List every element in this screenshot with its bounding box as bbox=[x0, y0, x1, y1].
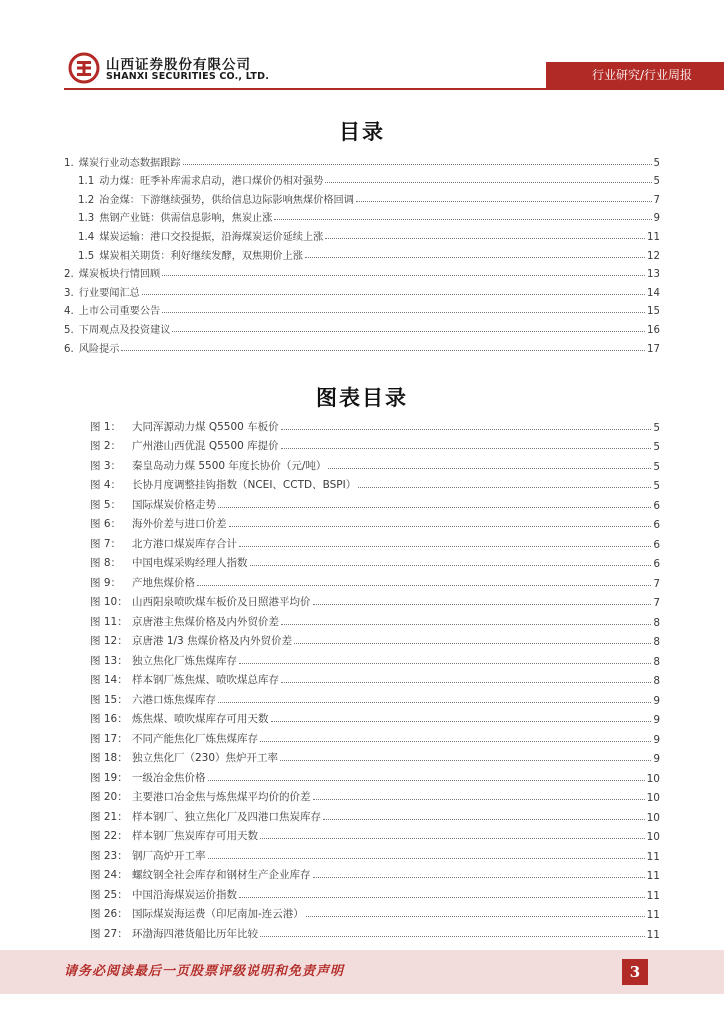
figure-entry-label: 图 4： bbox=[90, 479, 122, 491]
figure-list bbox=[90, 414, 660, 941]
figure-entry-text: 中国沿海煤炭运价指数 bbox=[132, 888, 237, 901]
figure-entry-label: 图 12： bbox=[90, 635, 128, 647]
figure-entry[interactable] bbox=[90, 609, 660, 629]
figure-entry[interactable] bbox=[90, 726, 660, 746]
figure-entry-page: 7 bbox=[653, 577, 660, 590]
figure-entry-text: 螺纹钢全社会库存和钢材生产企业库存 bbox=[132, 869, 311, 881]
toc-entry-page: 16 bbox=[647, 324, 660, 336]
figure-entry-label: 图 9： bbox=[90, 576, 122, 589]
figure-entry-text: 样本钢厂炼焦煤、喷吹煤总库存 bbox=[132, 674, 279, 686]
figure-entry-label: 图 15： bbox=[90, 693, 128, 706]
toc-entry-page: 15 bbox=[647, 306, 660, 318]
dot-leader bbox=[229, 526, 652, 527]
toc-entry-label bbox=[64, 302, 160, 317]
figure-entry-label: 图 14： bbox=[90, 674, 128, 686]
toc-entry-label bbox=[64, 265, 160, 280]
toc-entry-text: 焦钢产业链：供需信息影响，焦炭止涨 bbox=[99, 213, 273, 225]
toc-entry-number: 1.3 bbox=[78, 213, 95, 225]
figure-entry[interactable] bbox=[90, 434, 660, 454]
figure-entry[interactable] bbox=[90, 765, 660, 785]
toc-entry[interactable] bbox=[64, 187, 660, 206]
figure-entry-label: 图 16： bbox=[90, 713, 128, 725]
toc-entry-text: 风险提示 bbox=[78, 343, 120, 355]
toc-entry-label bbox=[64, 284, 140, 299]
figure-entry-text: 产地焦煤价格 bbox=[132, 576, 195, 589]
toc-entry-text: 煤炭板块行情回顾 bbox=[78, 269, 161, 281]
figure-entry-label: 图 23： bbox=[90, 849, 128, 862]
dot-leader bbox=[313, 799, 645, 800]
header-divider bbox=[64, 88, 724, 90]
figure-entry-page: 11 bbox=[646, 889, 660, 902]
toc-entry-page: 14 bbox=[647, 287, 660, 299]
figure-entry-page: 9 bbox=[653, 733, 660, 746]
figure-entry-text: 样本钢厂焦炭库存可用天数 bbox=[132, 830, 258, 842]
toc-entry[interactable] bbox=[64, 262, 660, 281]
figure-entry[interactable] bbox=[90, 824, 660, 844]
figure-entry[interactable] bbox=[90, 687, 660, 707]
figure-entry[interactable] bbox=[90, 551, 660, 571]
figure-entry-text: 长协月度调整挂钩指数（NCEI、CCTD、BSPI） bbox=[132, 479, 357, 491]
dot-leader bbox=[281, 448, 652, 449]
figure-entry-page: 8 bbox=[653, 616, 660, 629]
dot-leader bbox=[306, 916, 645, 917]
dot-leader bbox=[239, 546, 651, 547]
toc-entry-text: 动力煤：旺季补库需求启动，港口煤价仍相对强势 bbox=[99, 176, 324, 188]
figure-entry-text: 独立焦化厂炼焦煤库存 bbox=[132, 654, 237, 667]
figure-entry-page: 10 bbox=[646, 831, 660, 843]
dot-leader bbox=[208, 858, 645, 859]
page-header bbox=[0, 0, 724, 96]
figure-entry-text: 山西阳泉喷吹煤车板价及日照港平均价 bbox=[132, 596, 311, 608]
toc-title: 目录 bbox=[339, 120, 385, 144]
figure-entry-page: 5 bbox=[653, 460, 660, 473]
figure-entry-text: 炼焦煤、喷吹煤库存可用天数 bbox=[132, 713, 269, 725]
toc-entry-page: 5 bbox=[653, 157, 660, 169]
figure-list-title: 图表目录 bbox=[316, 386, 408, 410]
figure-entry-page: 10 bbox=[646, 772, 660, 785]
toc-entry-label bbox=[78, 191, 354, 206]
figure-entry[interactable] bbox=[90, 473, 660, 493]
toc-entry-page: 9 bbox=[653, 213, 660, 225]
figure-entry-page: 5 bbox=[653, 480, 660, 492]
figure-entry[interactable] bbox=[90, 590, 660, 610]
figure-entry-page: 5 bbox=[653, 421, 660, 434]
toc-entry-page: 12 bbox=[647, 250, 660, 262]
toc-entry-number: 1.4 bbox=[78, 231, 95, 243]
toc-entry[interactable] bbox=[64, 243, 660, 262]
toc-entry-text: 煤炭运输：港口交投提振，沿海煤炭运价延续上涨 bbox=[99, 231, 324, 243]
figure-entry[interactable] bbox=[90, 921, 660, 941]
dot-leader bbox=[358, 487, 651, 488]
figure-entry-label: 图 13： bbox=[90, 654, 128, 667]
page-number: 3 bbox=[622, 959, 648, 985]
dot-leader bbox=[172, 331, 645, 332]
figure-entry-text: 秦皇岛动力煤 5500 年度长协价（元/吨） bbox=[132, 459, 327, 472]
figure-entry-text: 京唐港 1/3 焦煤价格及内外贸价差 bbox=[132, 635, 293, 647]
figure-entry-page: 7 bbox=[653, 597, 660, 609]
dot-leader bbox=[313, 877, 645, 878]
figure-entry-text: 样本钢厂、独立焦化厂及四港口焦炭库存 bbox=[132, 810, 321, 823]
figure-entry-label: 图 6： bbox=[90, 518, 122, 530]
figure-entry-text: 六港口炼焦煤库存 bbox=[132, 693, 216, 706]
figure-entry-label: 图 27： bbox=[90, 927, 128, 940]
figure-entry[interactable] bbox=[90, 453, 660, 473]
figure-entry[interactable] bbox=[90, 648, 660, 668]
figure-entry-page: 8 bbox=[653, 636, 660, 648]
figure-entry-page: 6 bbox=[653, 538, 660, 551]
toc-entry-label bbox=[78, 228, 323, 243]
figure-entry-text: 环渤海四港货船比历年比较 bbox=[132, 927, 258, 940]
dot-leader bbox=[121, 350, 645, 351]
toc-entry-number: 3. bbox=[64, 287, 74, 299]
figure-entry-label: 图 11： bbox=[90, 615, 128, 628]
dot-leader bbox=[281, 429, 652, 430]
figure-entry-label: 图 24： bbox=[90, 869, 128, 881]
dot-leader bbox=[260, 741, 651, 742]
toc-entry-text: 上市公司重要公告 bbox=[78, 306, 161, 318]
dot-leader bbox=[294, 643, 651, 644]
dot-leader bbox=[281, 624, 651, 625]
figure-entry-label: 图 19： bbox=[90, 771, 128, 784]
figure-entry-text: 京唐港主焦煤价格及内外贸价差 bbox=[132, 615, 279, 628]
figure-entry-label: 图 10： bbox=[90, 596, 128, 608]
figure-entry-page: 11 bbox=[646, 909, 660, 921]
dot-leader bbox=[271, 721, 652, 722]
toc-entry[interactable] bbox=[64, 224, 660, 243]
figure-entry-text: 广州港山西优混 Q5500 库提价 bbox=[132, 440, 279, 452]
figure-entry-page: 6 bbox=[653, 558, 660, 570]
figure-entry-text: 独立焦化厂（230）焦炉开工率 bbox=[132, 752, 279, 764]
dot-leader bbox=[162, 312, 645, 313]
figure-entry-label: 图 17： bbox=[90, 732, 128, 745]
figure-entry-page: 6 bbox=[653, 519, 660, 531]
toc-entry-label bbox=[78, 209, 272, 224]
figure-entry-page: 8 bbox=[653, 655, 660, 668]
toc-entry-number: 5. bbox=[64, 324, 74, 336]
toc-entry-number: 1. bbox=[64, 157, 74, 169]
figure-entry-text: 海外价差与进口价差 bbox=[132, 518, 227, 530]
company-logo-icon bbox=[68, 52, 100, 84]
figure-entry-text: 大同浑源动力煤 Q5500 车板价 bbox=[132, 420, 279, 433]
dot-leader bbox=[260, 838, 645, 839]
dot-leader bbox=[162, 275, 645, 276]
toc-entry-label bbox=[64, 340, 119, 355]
figure-entry-page: 9 bbox=[653, 714, 660, 726]
figure-entry-page: 6 bbox=[653, 499, 660, 512]
dot-leader bbox=[197, 585, 651, 586]
figure-entry[interactable] bbox=[90, 902, 660, 922]
toc-entry-page: 7 bbox=[653, 194, 660, 206]
toc-entry[interactable] bbox=[64, 206, 660, 225]
figure-entry-label: 图 5： bbox=[90, 498, 122, 511]
dot-leader bbox=[218, 702, 651, 703]
figure-entry[interactable] bbox=[90, 492, 660, 512]
disclaimer-notice: 请务必阅读最后一页股票评级说明和免责声明 bbox=[64, 964, 345, 979]
toc-entry-page: 13 bbox=[647, 269, 660, 281]
toc-entry[interactable] bbox=[64, 280, 660, 299]
toc-entry[interactable] bbox=[64, 336, 660, 355]
figure-entry[interactable] bbox=[90, 843, 660, 863]
toc-entry-number: 1.2 bbox=[78, 194, 95, 206]
figure-entry[interactable] bbox=[90, 531, 660, 551]
dot-leader bbox=[325, 182, 651, 183]
dot-leader bbox=[313, 604, 652, 605]
figure-entry-label: 图 7： bbox=[90, 537, 122, 550]
dot-leader bbox=[281, 682, 651, 683]
toc-entry-text: 行业要闻汇总 bbox=[78, 287, 140, 299]
dot-leader bbox=[250, 565, 652, 566]
dot-leader bbox=[274, 219, 651, 220]
dot-leader bbox=[218, 507, 651, 508]
figure-entry-page: 11 bbox=[646, 928, 660, 941]
figure-entry[interactable] bbox=[90, 414, 660, 434]
figure-entry-label: 图 22： bbox=[90, 830, 128, 842]
dot-leader bbox=[328, 468, 651, 469]
figure-entry-text: 国际煤炭海运费（印尼南加-连云港） bbox=[132, 908, 304, 920]
figure-entry-page: 9 bbox=[653, 753, 660, 765]
figure-entry-label: 图 20： bbox=[90, 791, 128, 803]
dot-leader bbox=[183, 164, 652, 165]
toc-entry[interactable] bbox=[64, 169, 660, 188]
toc-entry-label bbox=[78, 172, 323, 187]
toc-entry[interactable] bbox=[64, 299, 660, 318]
header-category-band bbox=[546, 62, 724, 88]
footer bbox=[0, 950, 724, 994]
toc-entry-text: 下周观点及投资建议 bbox=[78, 324, 171, 336]
figure-entry-page: 5 bbox=[653, 441, 660, 453]
figure-entry-label: 图 3： bbox=[90, 459, 122, 472]
toc-entry-label bbox=[64, 321, 170, 336]
figure-entry-page: 11 bbox=[646, 850, 660, 863]
figure-entry[interactable] bbox=[90, 707, 660, 727]
figure-entry[interactable] bbox=[90, 746, 660, 766]
toc-entry-number: 1.5 bbox=[78, 250, 95, 262]
dot-leader bbox=[325, 238, 645, 239]
figure-entry[interactable] bbox=[90, 804, 660, 824]
figure-entry-label: 图 2： bbox=[90, 440, 122, 452]
toc-entry-label bbox=[64, 154, 181, 169]
toc-entry-number: 6. bbox=[64, 343, 74, 355]
dot-leader bbox=[356, 201, 652, 202]
toc-entry-label bbox=[78, 247, 303, 262]
toc-entry[interactable] bbox=[64, 150, 660, 169]
dot-leader bbox=[323, 819, 645, 820]
figure-entry-label: 图 26： bbox=[90, 908, 128, 920]
toc-entry-page: 5 bbox=[653, 176, 660, 188]
figure-entry[interactable] bbox=[90, 629, 660, 649]
table-of-contents bbox=[64, 150, 660, 355]
dot-leader bbox=[305, 257, 645, 258]
toc-entry-page: 17 bbox=[647, 343, 660, 355]
dot-leader bbox=[208, 780, 645, 781]
figure-entry-text: 主要港口冶金焦与炼焦煤平均价的价差 bbox=[132, 791, 311, 803]
company-name-en: SHANXI SECURITIES CO., LTD. bbox=[106, 71, 270, 82]
company-name-cn: 山西证券股份有限公司 bbox=[106, 57, 251, 73]
figure-entry-page: 10 bbox=[646, 792, 660, 804]
toc-entry[interactable] bbox=[64, 317, 660, 336]
figure-entry[interactable] bbox=[90, 668, 660, 688]
dot-leader bbox=[280, 760, 651, 761]
dot-leader bbox=[239, 897, 645, 898]
figure-entry-label: 图 1： bbox=[90, 420, 122, 433]
figure-entry-text: 国际煤炭价格走势 bbox=[132, 498, 216, 511]
report-category: 行业研究/行业周报 bbox=[591, 68, 692, 82]
figure-entry-label: 图 8： bbox=[90, 557, 122, 569]
figure-entry-text: 北方港口煤炭库存合计 bbox=[132, 537, 237, 550]
figure-entry[interactable] bbox=[90, 882, 660, 902]
toc-entry-page: 11 bbox=[647, 231, 660, 243]
figure-entry-page: 10 bbox=[646, 811, 660, 824]
figure-entry-text: 一级冶金焦价格 bbox=[132, 771, 206, 784]
toc-entry-number: 1.1 bbox=[78, 176, 95, 188]
toc-entry-number: 4. bbox=[64, 306, 74, 318]
dot-leader bbox=[260, 936, 645, 937]
figure-entry[interactable] bbox=[90, 570, 660, 590]
figure-entry-label: 图 25： bbox=[90, 888, 128, 901]
dot-leader bbox=[239, 663, 651, 664]
figure-entry-page: 8 bbox=[653, 675, 660, 687]
toc-entry-number: 2. bbox=[64, 269, 74, 281]
figure-entry-label: 图 21： bbox=[90, 810, 128, 823]
toc-entry-text: 冶金煤：下游继续强势，供给信息边际影响焦煤价格回调 bbox=[99, 194, 354, 206]
toc-entry-text: 煤炭相关期货：利好继续发酵，双焦期价上涨 bbox=[99, 250, 303, 262]
figure-entry[interactable] bbox=[90, 512, 660, 532]
figure-entry-label: 图 18： bbox=[90, 752, 128, 764]
figure-entry[interactable] bbox=[90, 785, 660, 805]
figure-entry[interactable] bbox=[90, 863, 660, 883]
figure-entry-page: 11 bbox=[646, 870, 660, 882]
toc-entry-text: 煤炭行业动态数据跟踪 bbox=[78, 157, 181, 169]
figure-entry-text: 不同产能焦化厂炼焦煤库存 bbox=[132, 732, 258, 745]
figure-entry-page: 9 bbox=[653, 694, 660, 707]
figure-entry-text: 中国电煤采购经理人指数 bbox=[132, 557, 248, 569]
figure-entry-text: 钢厂高炉开工率 bbox=[132, 849, 206, 862]
dot-leader bbox=[142, 294, 645, 295]
